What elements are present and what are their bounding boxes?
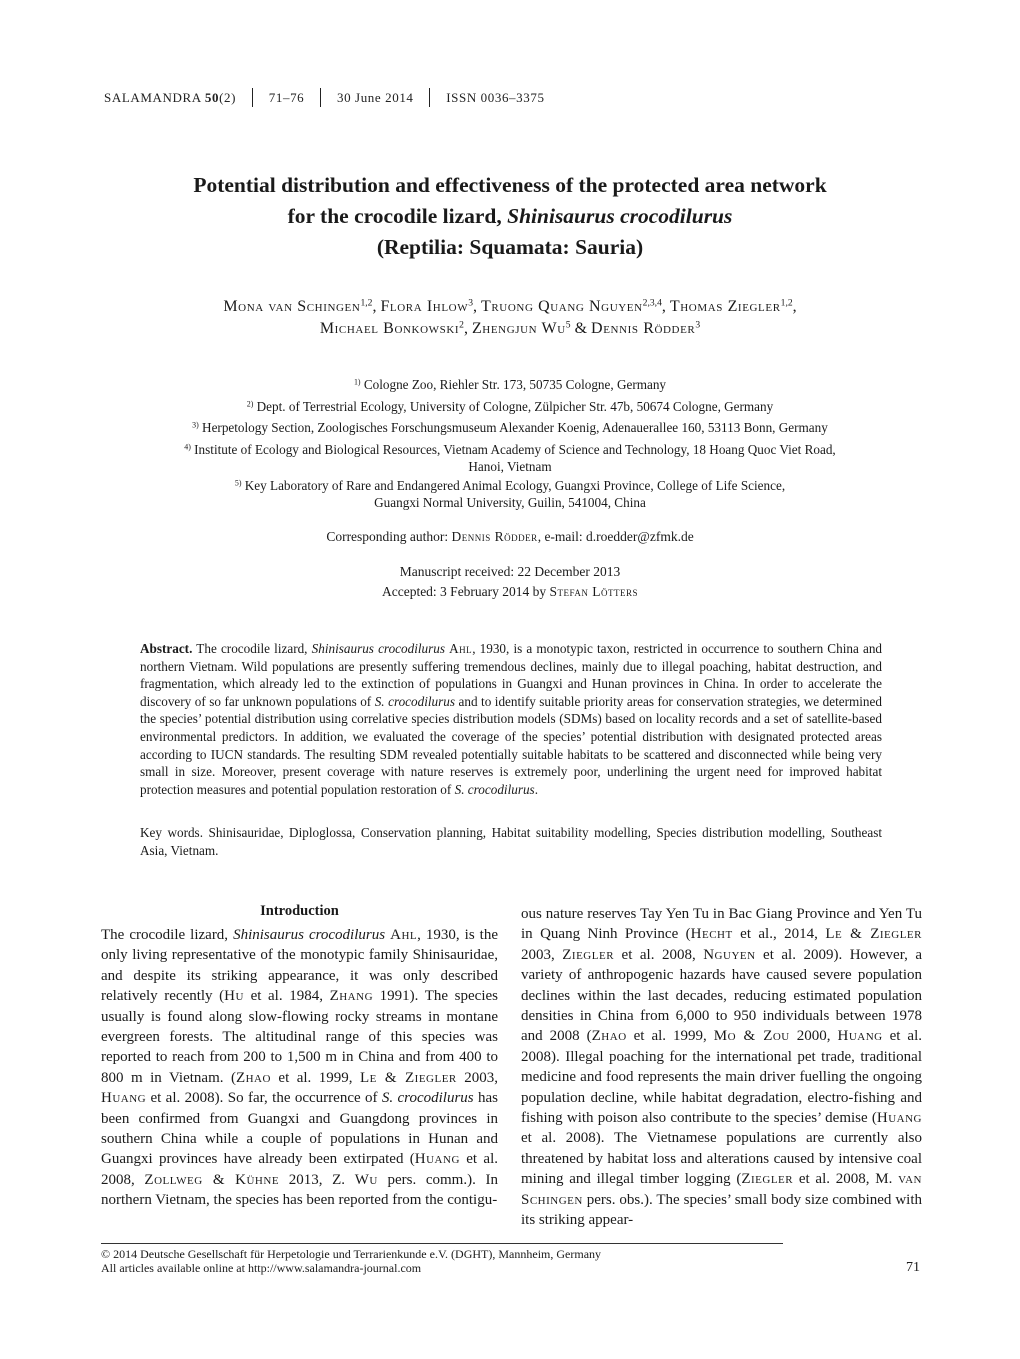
citation-author: Huang bbox=[101, 1090, 147, 1107]
author-separator: , bbox=[372, 298, 381, 315]
body-text: et al. 2008). Illegal poaching for the international pet trade, traditional medicine and food represents the main driver fuelling the ongoing population decline, while habitat degradation, electro-fishing and fishing with poison also contribute to the species’ demise ( bbox=[521, 1028, 923, 1127]
title-line-1: Potential distribution and effectiveness of the protected area network bbox=[193, 173, 827, 197]
journal-issn: ISSN 0036–3375 bbox=[446, 90, 545, 105]
title-line-3: (Reptilia: Squamata: Sauria) bbox=[376, 235, 644, 259]
abstract-text: The crocodile lizard, bbox=[192, 641, 312, 656]
author-name: Zhengjun Wu bbox=[471, 320, 566, 337]
citation-author: Mo & Zou bbox=[713, 1028, 790, 1045]
author-affiliation: 3 bbox=[695, 319, 701, 331]
body-text: has been confirmed from Guangxi and Guangdong provinces in southern China while a couple of populations in Hunan and Guangxi provinces have already been extirpated ( bbox=[101, 1090, 498, 1168]
body-text: et al. 1984, bbox=[243, 988, 330, 1005]
affiliation-number: 5) bbox=[234, 478, 242, 488]
citation-author: van Schingen bbox=[521, 1171, 922, 1208]
author-name: Michael Bonkowski bbox=[319, 320, 460, 337]
author-name: Flora Ihlow bbox=[380, 298, 469, 315]
author-name: Dennis Rödder bbox=[591, 320, 696, 337]
author-name: Thomas Ziegler bbox=[669, 298, 781, 315]
affiliation-number: 4) bbox=[184, 442, 191, 452]
species-name: S. crocodilurus bbox=[381, 1090, 474, 1107]
corresponding-name: Dennis Rödder bbox=[451, 529, 538, 544]
journal-date: 30 June 2014 bbox=[336, 90, 414, 105]
keywords-label: Key words. bbox=[140, 825, 203, 840]
citation-author: Wu bbox=[354, 1171, 378, 1188]
journal-pages: 71–76 bbox=[268, 90, 305, 105]
author-separator: & bbox=[570, 320, 592, 337]
author-affiliation: 2 bbox=[459, 319, 464, 331]
author-affiliation: 2,3,4 bbox=[642, 297, 662, 309]
header-divider bbox=[429, 88, 430, 107]
author-affiliation: 1,2 bbox=[780, 297, 793, 309]
affiliation-text: Dept. of Terrestrial Ecology, University of Cologne, Zülpicher Str. 47b, 50674 Cologne, Germany bbox=[256, 398, 774, 414]
affiliation-number: 2) bbox=[246, 399, 254, 409]
title-line-2-prefix: for the crocodile lizard, bbox=[287, 204, 508, 228]
corresponding-author bbox=[0, 529, 1020, 545]
title-line-2 bbox=[0, 201, 1020, 232]
citation-author: Zollweg & Kühne bbox=[144, 1171, 280, 1188]
citation-author: Huang bbox=[414, 1151, 460, 1168]
citation-author: Zhao bbox=[591, 1028, 627, 1045]
email-label: , e-mail: bbox=[537, 529, 587, 544]
body-text: 1991). The species usually is found along slow-flowing rocky streams in montane evergreen forests. The altitudinal range of this species was reported to reach from 200 to 1,500 m in China and from 400 to 800 m in Vietnam. ( bbox=[101, 988, 498, 1086]
page-number: 71 bbox=[906, 1260, 920, 1275]
body-text: et al. 1999, bbox=[270, 1069, 360, 1086]
corresponding-email: d.roedder@zfmk.de bbox=[586, 529, 694, 544]
body-text: pers. comm.). In northern Vietnam, the species has been reported from the contigu- bbox=[101, 1171, 498, 1209]
article-title bbox=[0, 170, 1020, 263]
footer-divider bbox=[101, 1243, 783, 1244]
body-text: 2013, Z. bbox=[279, 1171, 355, 1188]
body-text: et al. 2009). However, a variety of anthropogenic hazards have caused severe population declines within the last decades, reducing estimated population densities in China from 6,000 to 950 individuals between 1978 and 2008 ( bbox=[521, 946, 923, 1045]
abstract bbox=[140, 640, 882, 798]
affiliation-text: Cologne Zoo, Riehler Str. 173, 50735 Cologne, Germany bbox=[363, 377, 667, 392]
author-citation: Ahl bbox=[449, 641, 473, 656]
affiliation-text: Institute of Ecology and Biological Resources, Vietnam Academy of Science and Technology, 18 Hoang Quoc Viet Road, bbox=[194, 441, 836, 457]
journal-header bbox=[104, 88, 545, 107]
author-name: Truong Quang Nguyen bbox=[481, 298, 643, 315]
accepted-date bbox=[0, 582, 1020, 602]
body-text: et al. 2008, M. bbox=[793, 1171, 899, 1188]
citation-author: Huang bbox=[876, 1110, 922, 1127]
abstract-label: Abstract. bbox=[140, 641, 193, 656]
body-text: 2003, bbox=[456, 1069, 498, 1086]
affiliation-text: Key Laboratory of Rare and Endangered Animal Ecology, Guangxi Province, College of Life Science, bbox=[244, 477, 786, 493]
body-column-left bbox=[101, 925, 498, 1211]
body-text: et al. 1999, bbox=[626, 1028, 714, 1045]
abstract-text: and to identify suitable priority areas for conservation strategies, we determined the species’ potential distribution using correlative species distribution models (SDMs) based on locality records and a set of satellite-based environmental predictors. In addition, we evaluated the coverage of the species’ potential distribution with designated protected areas according to IUCN standards. The resulting SDM revealed potentially suitable habitats to be scattered and disconnected while being very small in size. Moreover, present coverage with nature reserves is extremely poor, underlining the urgent need for improved habitat protection measures and potential population restoration of bbox=[140, 693, 882, 797]
header-divider bbox=[252, 88, 253, 107]
body-text: et al. 2008). The Vietnamese populations are currently also threatened by habitat loss and alterations caused by intensive coal mining and illegal timber logging ( bbox=[521, 1130, 922, 1188]
body-column-right bbox=[521, 904, 922, 1231]
body-text: ous nature reserves Tay Yen Tu in Bac Giang Province and Yen Tu in Quang Ninh Province ( bbox=[521, 906, 922, 943]
body-text: 2000, bbox=[789, 1028, 838, 1045]
species-name: Shinisaurus crocodilurus bbox=[311, 641, 445, 656]
author-list bbox=[0, 296, 1020, 340]
abstract-text: . bbox=[534, 781, 538, 797]
affiliation-number: 3) bbox=[192, 420, 199, 430]
citation-author: Huang bbox=[837, 1028, 883, 1045]
accepted-prefix: Accepted: 3 February 2014 by bbox=[381, 584, 550, 599]
affiliation-item bbox=[0, 441, 1020, 476]
citation-author: Ziegler bbox=[741, 1171, 794, 1188]
author-separator: , bbox=[463, 320, 472, 337]
citation-author: Zhao bbox=[235, 1069, 271, 1086]
author-separator: , bbox=[473, 298, 481, 315]
journal-volume: 50 bbox=[204, 90, 220, 105]
citation-author: Ziegler bbox=[562, 946, 615, 963]
body-text: et al. 2008, bbox=[101, 1151, 498, 1188]
body-text: The crocodile lizard, bbox=[101, 927, 234, 943]
citation-author: Le & Ziegler bbox=[360, 1069, 457, 1086]
body-text: , 1930, is the only living representative of the monotypic family Shinisauridae, and despite its striking appearance, it was only described relatively recently ( bbox=[101, 927, 499, 1005]
header-divider bbox=[320, 88, 321, 107]
species-name: S. crocodilurus bbox=[374, 693, 455, 709]
footer-copyright: © 2014 Deutsche Gesellschaft für Herpetologie und Terrarienkunde e.V. (DGHT), Mannheim, Germany bbox=[101, 1247, 602, 1261]
footer-online-link[interactable]: All articles available online at http://www.salamandra-journal.com bbox=[101, 1261, 422, 1275]
author-line-1 bbox=[0, 296, 1020, 318]
affiliation-number: 1) bbox=[353, 377, 361, 387]
citation-author: Le & Ziegler bbox=[825, 926, 922, 943]
keywords bbox=[140, 824, 882, 859]
body-text: et al. 2008). So far, the occurrence of bbox=[146, 1090, 382, 1107]
citation-author: Nguyen bbox=[703, 946, 756, 963]
received-date: Manuscript received: 22 December 2013 bbox=[399, 564, 621, 579]
affiliation-item bbox=[0, 419, 1020, 437]
affiliation-item bbox=[0, 376, 1020, 394]
author-affiliation: 3 bbox=[468, 297, 473, 309]
section-heading-introduction: Introduction bbox=[260, 903, 339, 919]
species-name: S. crocodilurus bbox=[454, 781, 535, 797]
affiliation-item bbox=[0, 398, 1020, 416]
author-line-2 bbox=[0, 318, 1020, 340]
body-text: et al., 2014, bbox=[732, 926, 826, 943]
keywords-text: Shinisauridae, Diploglossa, Conservation planning, Habitat suitability modelling, Species distribution modelling, Southeast Asia, Vietnam. bbox=[140, 825, 882, 858]
editor-name: Stefan Lötters bbox=[549, 584, 639, 599]
author-affiliation: 1,2 bbox=[360, 297, 373, 309]
author-affiliation: 5 bbox=[565, 319, 571, 331]
body-text: pers. obs.). The species’ small body size combined with its striking appear- bbox=[521, 1191, 922, 1229]
citation-author: Zhang bbox=[329, 988, 374, 1005]
species-name: Shinisaurus crocodilurus bbox=[233, 927, 386, 943]
author-separator: , bbox=[661, 298, 670, 315]
journal-issue: (2) bbox=[219, 90, 237, 105]
corresponding-label: Corresponding author: bbox=[326, 529, 452, 544]
affiliation-item bbox=[0, 477, 1020, 512]
affiliation-text-cont: Hanoi, Vietnam bbox=[468, 459, 552, 474]
affiliation-text-cont: Guangxi Normal University, Guilin, 541004, China bbox=[374, 495, 646, 510]
abstract-text: , 1930, is a monotypic taxon, restricted in occurrence to southern China and northern Vietnam. Wild populations are presently suffering tremendous declines, mainly due to illegal poaching, habitat destruction, and fragmentation, which already led to the extinction of populations in Guangxi and Hunan provinces in China. In order to accelerate the discovery of so far unknown populations of bbox=[140, 641, 883, 709]
citation-author: Ahl bbox=[390, 927, 418, 943]
body-text: et al. 2008, bbox=[614, 946, 704, 963]
author-name: Mona van Schingen bbox=[223, 298, 361, 315]
body-text: 2003, bbox=[521, 946, 563, 963]
citation-author: Hu bbox=[224, 988, 244, 1005]
manuscript-dates bbox=[0, 562, 1020, 602]
author-separator: , bbox=[792, 298, 797, 315]
affiliation-text: Herpetology Section, Zoologisches Forschungsmuseum Alexander Koenig, Adenauerallee 160, 53113 Bonn, Germany bbox=[202, 420, 828, 435]
journal-name: SALAMANDRA bbox=[104, 90, 202, 105]
affiliations bbox=[0, 376, 1020, 513]
citation-author: Hecht bbox=[690, 926, 733, 943]
title-species: Shinisaurus crocodilurus bbox=[507, 204, 733, 228]
